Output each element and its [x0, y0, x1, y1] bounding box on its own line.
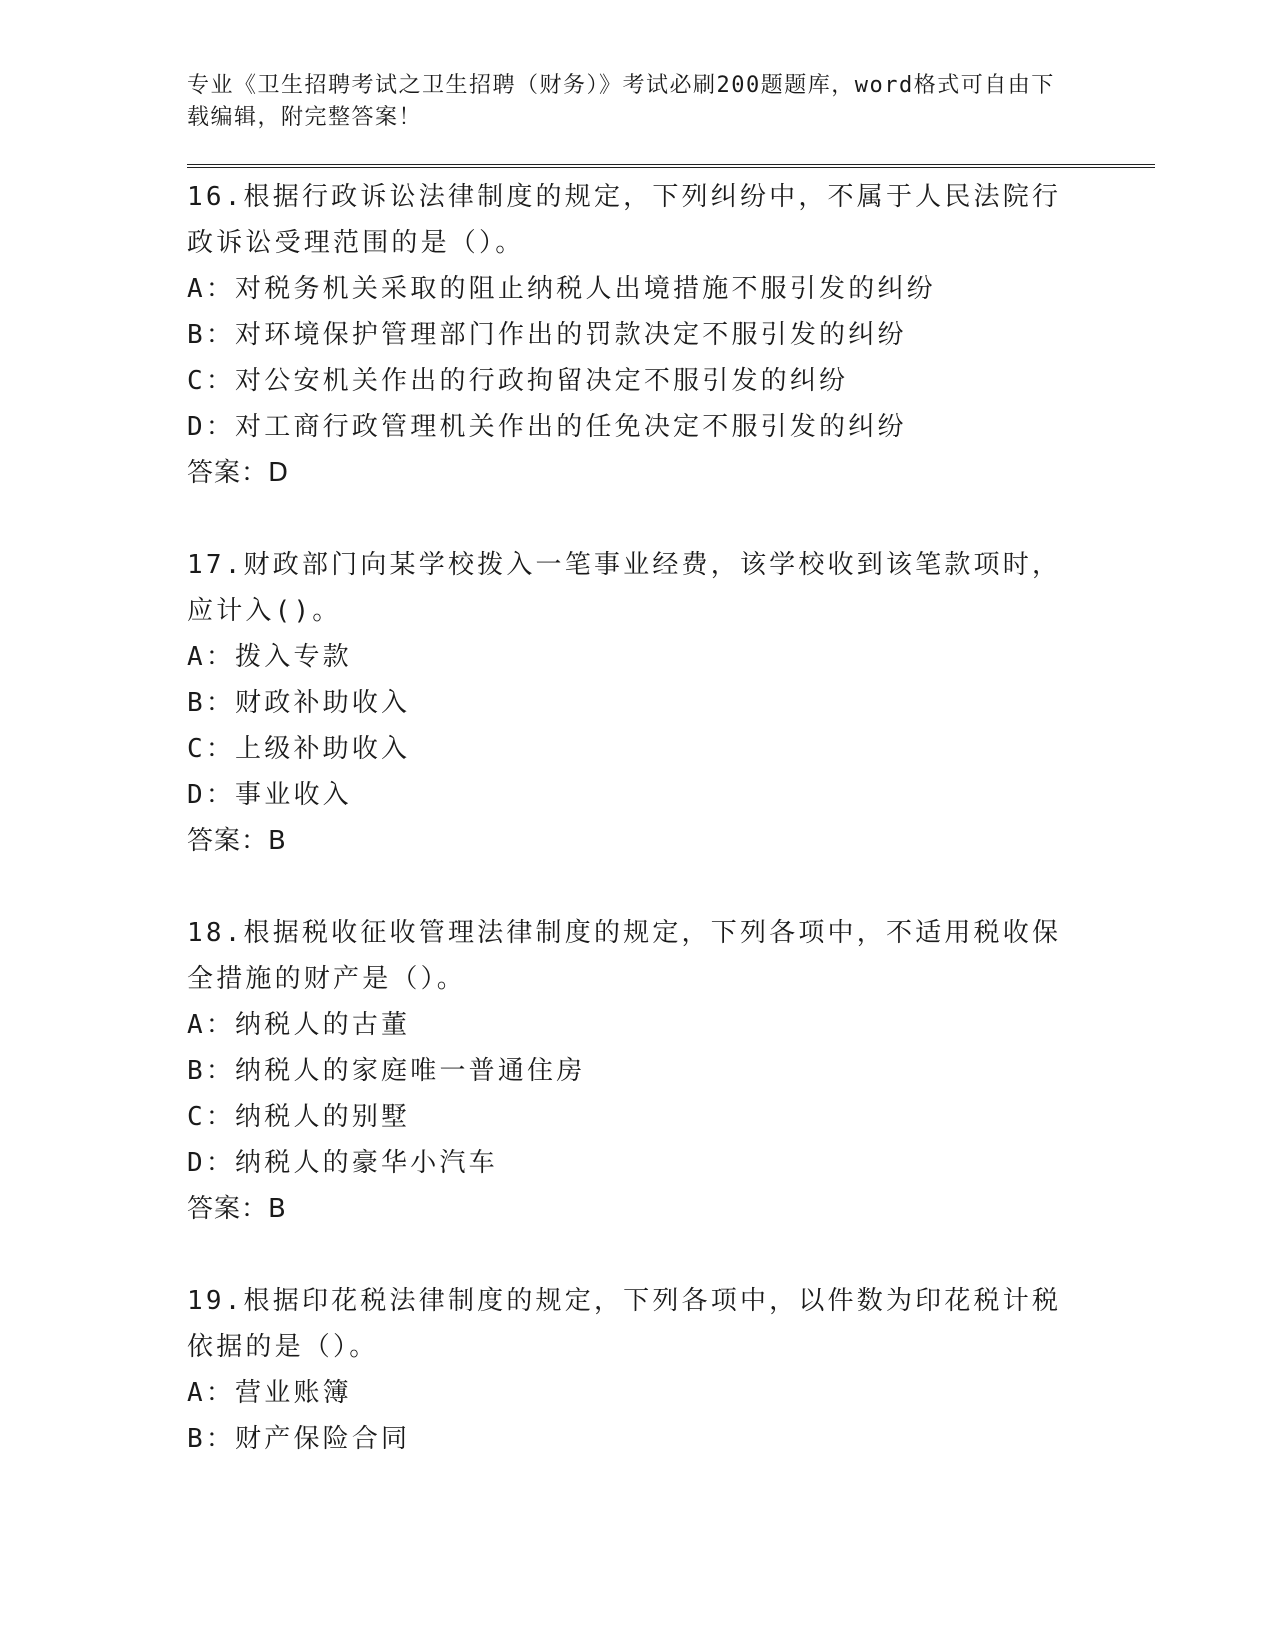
option-c: C：上级补助收入	[187, 734, 411, 764]
option-b: B：财产保险合同	[187, 1424, 411, 1454]
option-c: C：纳税人的别墅	[187, 1102, 411, 1132]
header-divider	[187, 164, 1155, 168]
option-d: D：纳税人的豪华小汽车	[187, 1148, 498, 1178]
answer: 答案：B	[187, 826, 287, 856]
answer: 答案：B	[187, 1194, 287, 1224]
question-stem: 17.财政部门向某学校拨入一笔事业经费，该学校收到该笔款项时，应计入()。	[187, 550, 1062, 626]
question-17	[187, 542, 1155, 864]
question-stem: 18.根据税收征收管理法律制度的规定，下列各项中，不适用税收保全措施的财产是（）。	[187, 918, 1062, 994]
option-a: A：对税务机关采取的阻止纳税人出境措施不服引发的纠纷	[187, 274, 936, 304]
question-stem: 19.根据印花税法律制度的规定，下列各项中，以件数为印花税计税依据的是（）。	[187, 1286, 1062, 1362]
question-stem: 16.根据行政诉讼法律制度的规定，下列纠纷中，不属于人民法院行政诉讼受理范围的是（）。	[187, 182, 1062, 258]
question-19	[187, 1278, 1155, 1462]
answer: 答案：D	[187, 458, 290, 488]
option-a: A：营业账簿	[187, 1378, 352, 1408]
document-page	[187, 70, 1155, 1462]
question-spacer	[187, 496, 1155, 542]
option-c: C：对公安机关作出的行政拘留决定不服引发的纠纷	[187, 366, 849, 396]
option-a: A：纳税人的古董	[187, 1010, 411, 1040]
question-18	[187, 910, 1155, 1232]
question-spacer	[187, 1232, 1155, 1278]
option-b: B：纳税人的家庭唯一普通住房	[187, 1056, 586, 1086]
option-d: D：对工商行政管理机关作出的任免决定不服引发的纠纷	[187, 412, 907, 442]
question-16	[187, 174, 1155, 496]
option-d: D：事业收入	[187, 780, 352, 810]
option-b: B：对环境保护管理部门作出的罚款决定不服引发的纠纷	[187, 320, 907, 350]
document-header: 专业《卫生招聘考试之卫生招聘（财务）》考试必刷200题题库，word格式可自由下载编辑，附完整答案！	[187, 73, 1055, 130]
option-b: B：财政补助收入	[187, 688, 411, 718]
question-spacer	[187, 864, 1155, 910]
option-a: A：拨入专款	[187, 642, 352, 672]
